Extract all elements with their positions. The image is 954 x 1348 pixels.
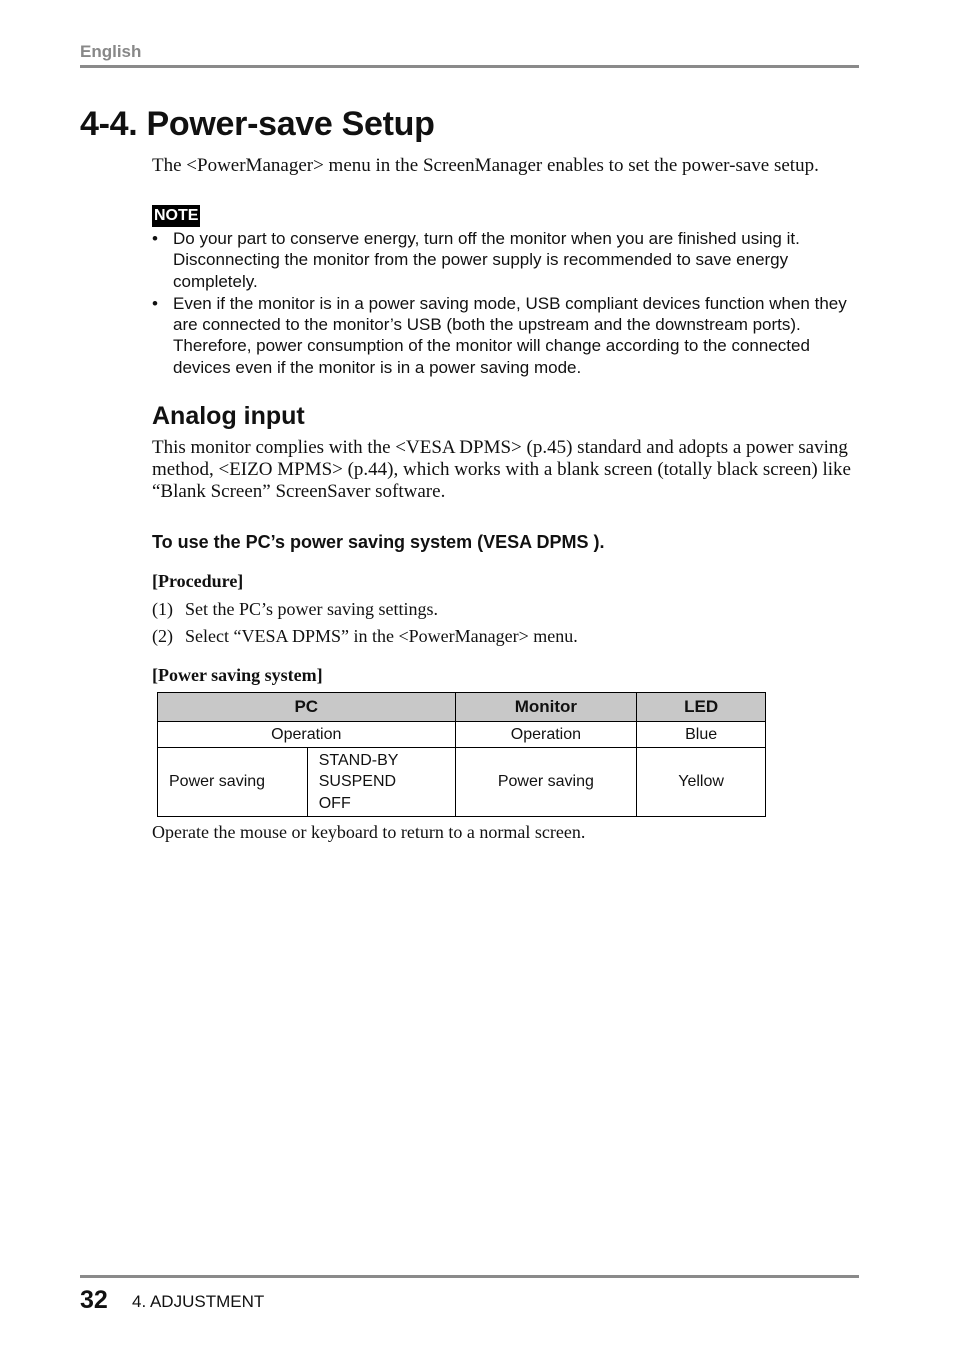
procedure-step bbox=[152, 626, 578, 647]
chapter-label: 4. ADJUSTMENT bbox=[132, 1292, 265, 1311]
intro-paragraph: The <PowerManager> menu in the ScreenManager enables to set the power-save setup. bbox=[152, 155, 819, 176]
section-heading-analog: Analog input bbox=[152, 402, 305, 430]
analog-paragraph: This monitor complies with the <VESA DPMS> (p.45) standard and adopts a power saving method, <EIZO MPMS> (p.44), which works with a blank screen (totally black screen) like “Blank Screen” ScreenSaver software. bbox=[152, 437, 851, 502]
header-pc: PC bbox=[158, 693, 456, 722]
note-item bbox=[152, 228, 862, 292]
table-row bbox=[158, 748, 766, 817]
mode-item: OFF bbox=[318, 794, 351, 812]
cell-pc: Operation bbox=[158, 722, 456, 748]
procedure-step bbox=[152, 599, 438, 620]
header-led: LED bbox=[637, 693, 766, 722]
page-title: 4-4. Power-save Setup bbox=[80, 105, 435, 143]
cell-led: Yellow bbox=[637, 748, 766, 817]
note-item-text: Even if the monitor is in a power saving mode, USB compliant devices function when they are connected to the monitor’s USB (both the upstream and the downstream ports). Therefore, power consumption of the monitor will change according to the connected devices even if the monitor is in a power saving mode. bbox=[173, 293, 847, 377]
return-instruction: Operate the mouse or keyboard to return to a normal screen. bbox=[152, 822, 586, 842]
bullet-icon: • bbox=[152, 293, 158, 313]
cell-monitor: Power saving bbox=[455, 748, 637, 817]
cell-led: Blue bbox=[637, 722, 766, 748]
cell-monitor: Operation bbox=[455, 722, 637, 748]
header-monitor: Monitor bbox=[455, 693, 637, 722]
step-number: (1) bbox=[152, 599, 173, 619]
subsection-heading: To use the PC’s power saving system (VESA DPMS ). bbox=[152, 532, 605, 552]
note-badge: NOTE bbox=[152, 205, 200, 227]
cell-pc-modes bbox=[307, 748, 455, 817]
procedure-label: [Procedure] bbox=[152, 571, 244, 591]
header-divider bbox=[80, 65, 859, 68]
language-label: English bbox=[80, 42, 142, 61]
note-list bbox=[152, 228, 862, 379]
note-item bbox=[152, 293, 862, 378]
step-text: Set the PC’s power saving settings. bbox=[185, 599, 438, 619]
note-item-text: Do your part to conserve energy, turn off the monitor when you are finished using it. Disconnecting the monitor from the power supply is recommended to save energy completely. bbox=[173, 229, 800, 291]
cell-pc: Power saving bbox=[158, 748, 308, 817]
page-number: 32 bbox=[80, 1286, 108, 1314]
table-label: [Power saving system] bbox=[152, 665, 323, 685]
mode-item: SUSPEND bbox=[318, 773, 397, 791]
bullet-icon: • bbox=[152, 229, 158, 248]
mode-item: STAND-BY bbox=[318, 751, 399, 769]
step-text: Select “VESA DPMS” in the <PowerManager> menu. bbox=[185, 626, 578, 646]
power-saving-table bbox=[157, 692, 766, 817]
step-number: (2) bbox=[152, 626, 173, 646]
table-row bbox=[158, 722, 766, 748]
footer-divider bbox=[80, 1275, 859, 1278]
table-header-row bbox=[158, 693, 766, 722]
